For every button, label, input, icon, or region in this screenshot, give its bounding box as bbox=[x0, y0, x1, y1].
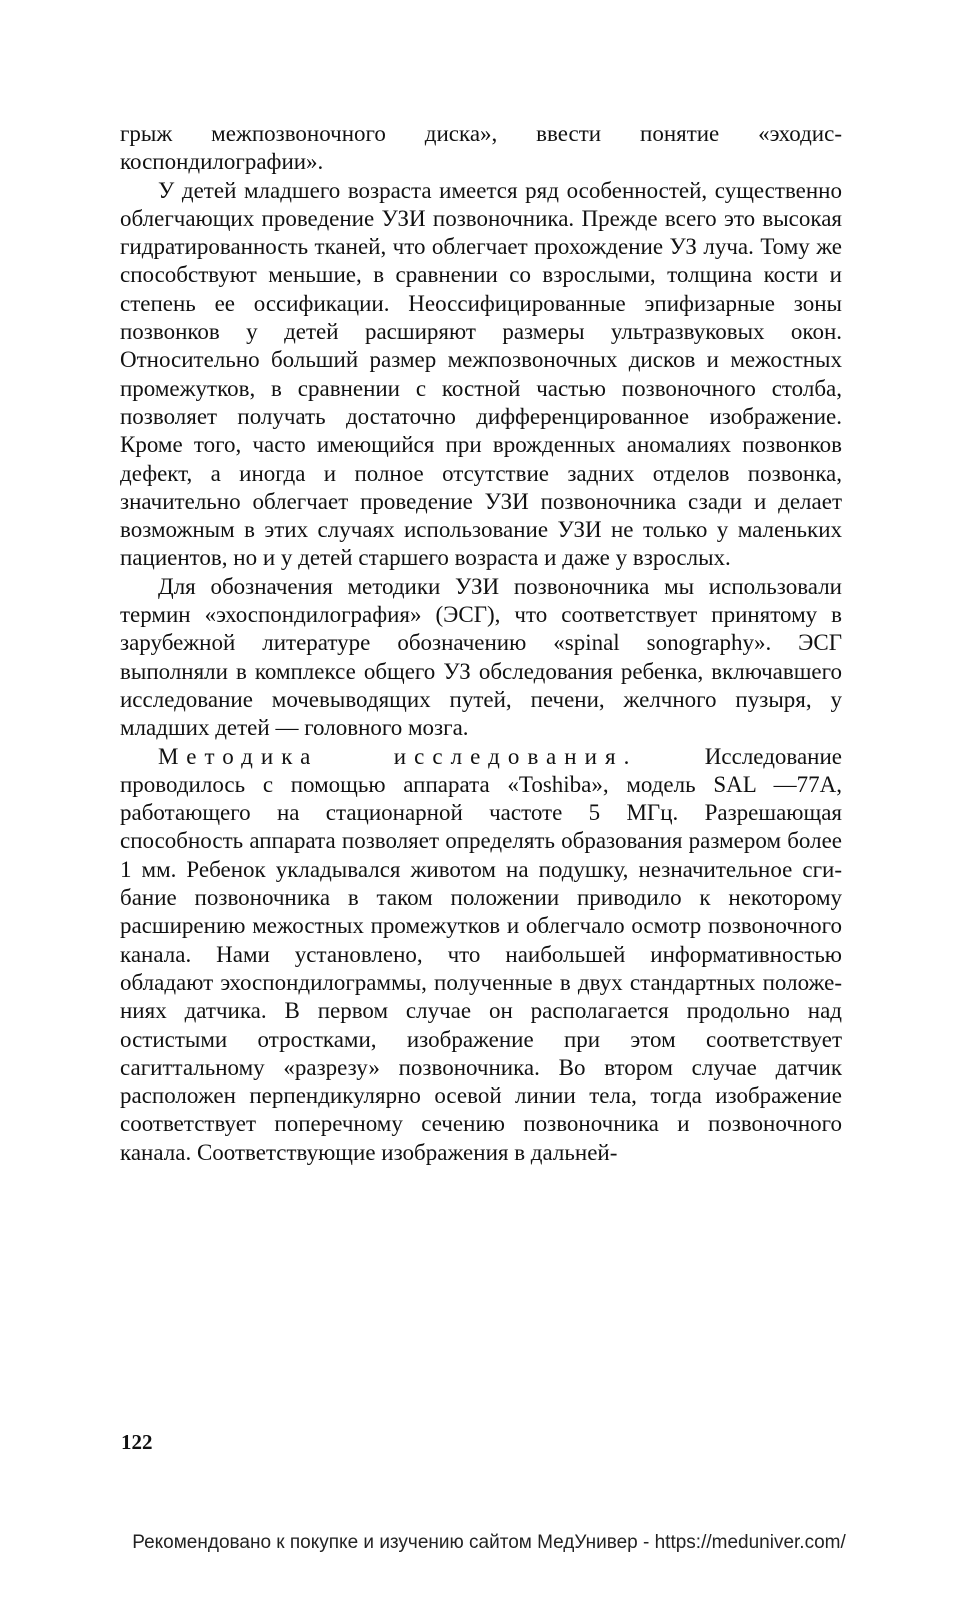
paragraph-1: грыж межпозвоночного диска», ввести понятие «эходискоспондилографии». bbox=[120, 121, 842, 175]
method-heading: Методика исследования. bbox=[158, 743, 638, 769]
method-paragraph bbox=[120, 743, 842, 1167]
paragraph-2: У детей младшего возраста имеется ряд особенностей, существенно облегчающих проведение УЗИ позвоночника. Прежде всего это высокая гидратированность тканей, что облегчает прохождение УЗ луча. Тому же способствуют меньшие, в сравнении со взрослыми, толщина кости и степень ее оссификации. Неоссифицированные эпифизарные зоны позвонков у детей расширяют размеры ультразвуковых окон. Относительно больший размер межпозвоночных дисков и межостных промежутков, в сравнении с костной частью позвоночного столба, позволяет получать достаточно дифференцированное изображение. Кроме того, часто имеющийся при врожденных аномалиях позвонков дефект, а иногда и полное отсутствие задних отделов позвонка, значительно облегчает проведение УЗИ позвоночника сзади и делает возможным в этих случаях использование УЗИ не только у маленьких пациентов, но и у детей старшего возраста и даже у взрослых. bbox=[120, 177, 842, 571]
watermark-footer: Рекомендовано к покупке и изучению сайтом МедУнивер - https://meduniver.com/ bbox=[132, 1532, 846, 1553]
body-text bbox=[120, 120, 842, 1167]
paragraph-3: Для обозначения методики УЗИ позвоночника мы использовали термин «эхоспондилография» (ЭСГ), что соответствует принятому в зарубежной литературе обозначению «spinal sonography». ЭСГ выполняли в комплексе общего УЗ обследования ребенка, включавшего исследование мочевыводящих путей, печени, желчного пузыря, у младших детей — головного мозга. bbox=[120, 573, 842, 741]
page-number: 122 bbox=[121, 1430, 153, 1454]
method-text: Исследование проводилось с помощью аппарата «Toshiba», модель SAL —77А, работающего на стационарной частоте 5 МГц. Разрешающая способность аппарата позволяет определять образования размером более 1 мм. Ребенок укладывался животом на подушку, незначительное сгибание позвоночника в таком положении приводило к некоторому расширению межостных промежутков и облегчало осмотр позвоночного канала. Нами установлено, что наибольшей информативностью обладают эхоспондилограммы, полученные в двух стандартных положениях датчика. В первом случае он располагается продольно над остистыми отростками, изображение при этом соответствует сагиттальному «разрезу» позвоночника. Во втором случае датчик расположен перпендикулярно осевой линии тела, тогда изображение соответствует поперечному сечению позвоночника и позвоночного канала. Соответствующие изображения в дальней- bbox=[120, 743, 842, 1165]
